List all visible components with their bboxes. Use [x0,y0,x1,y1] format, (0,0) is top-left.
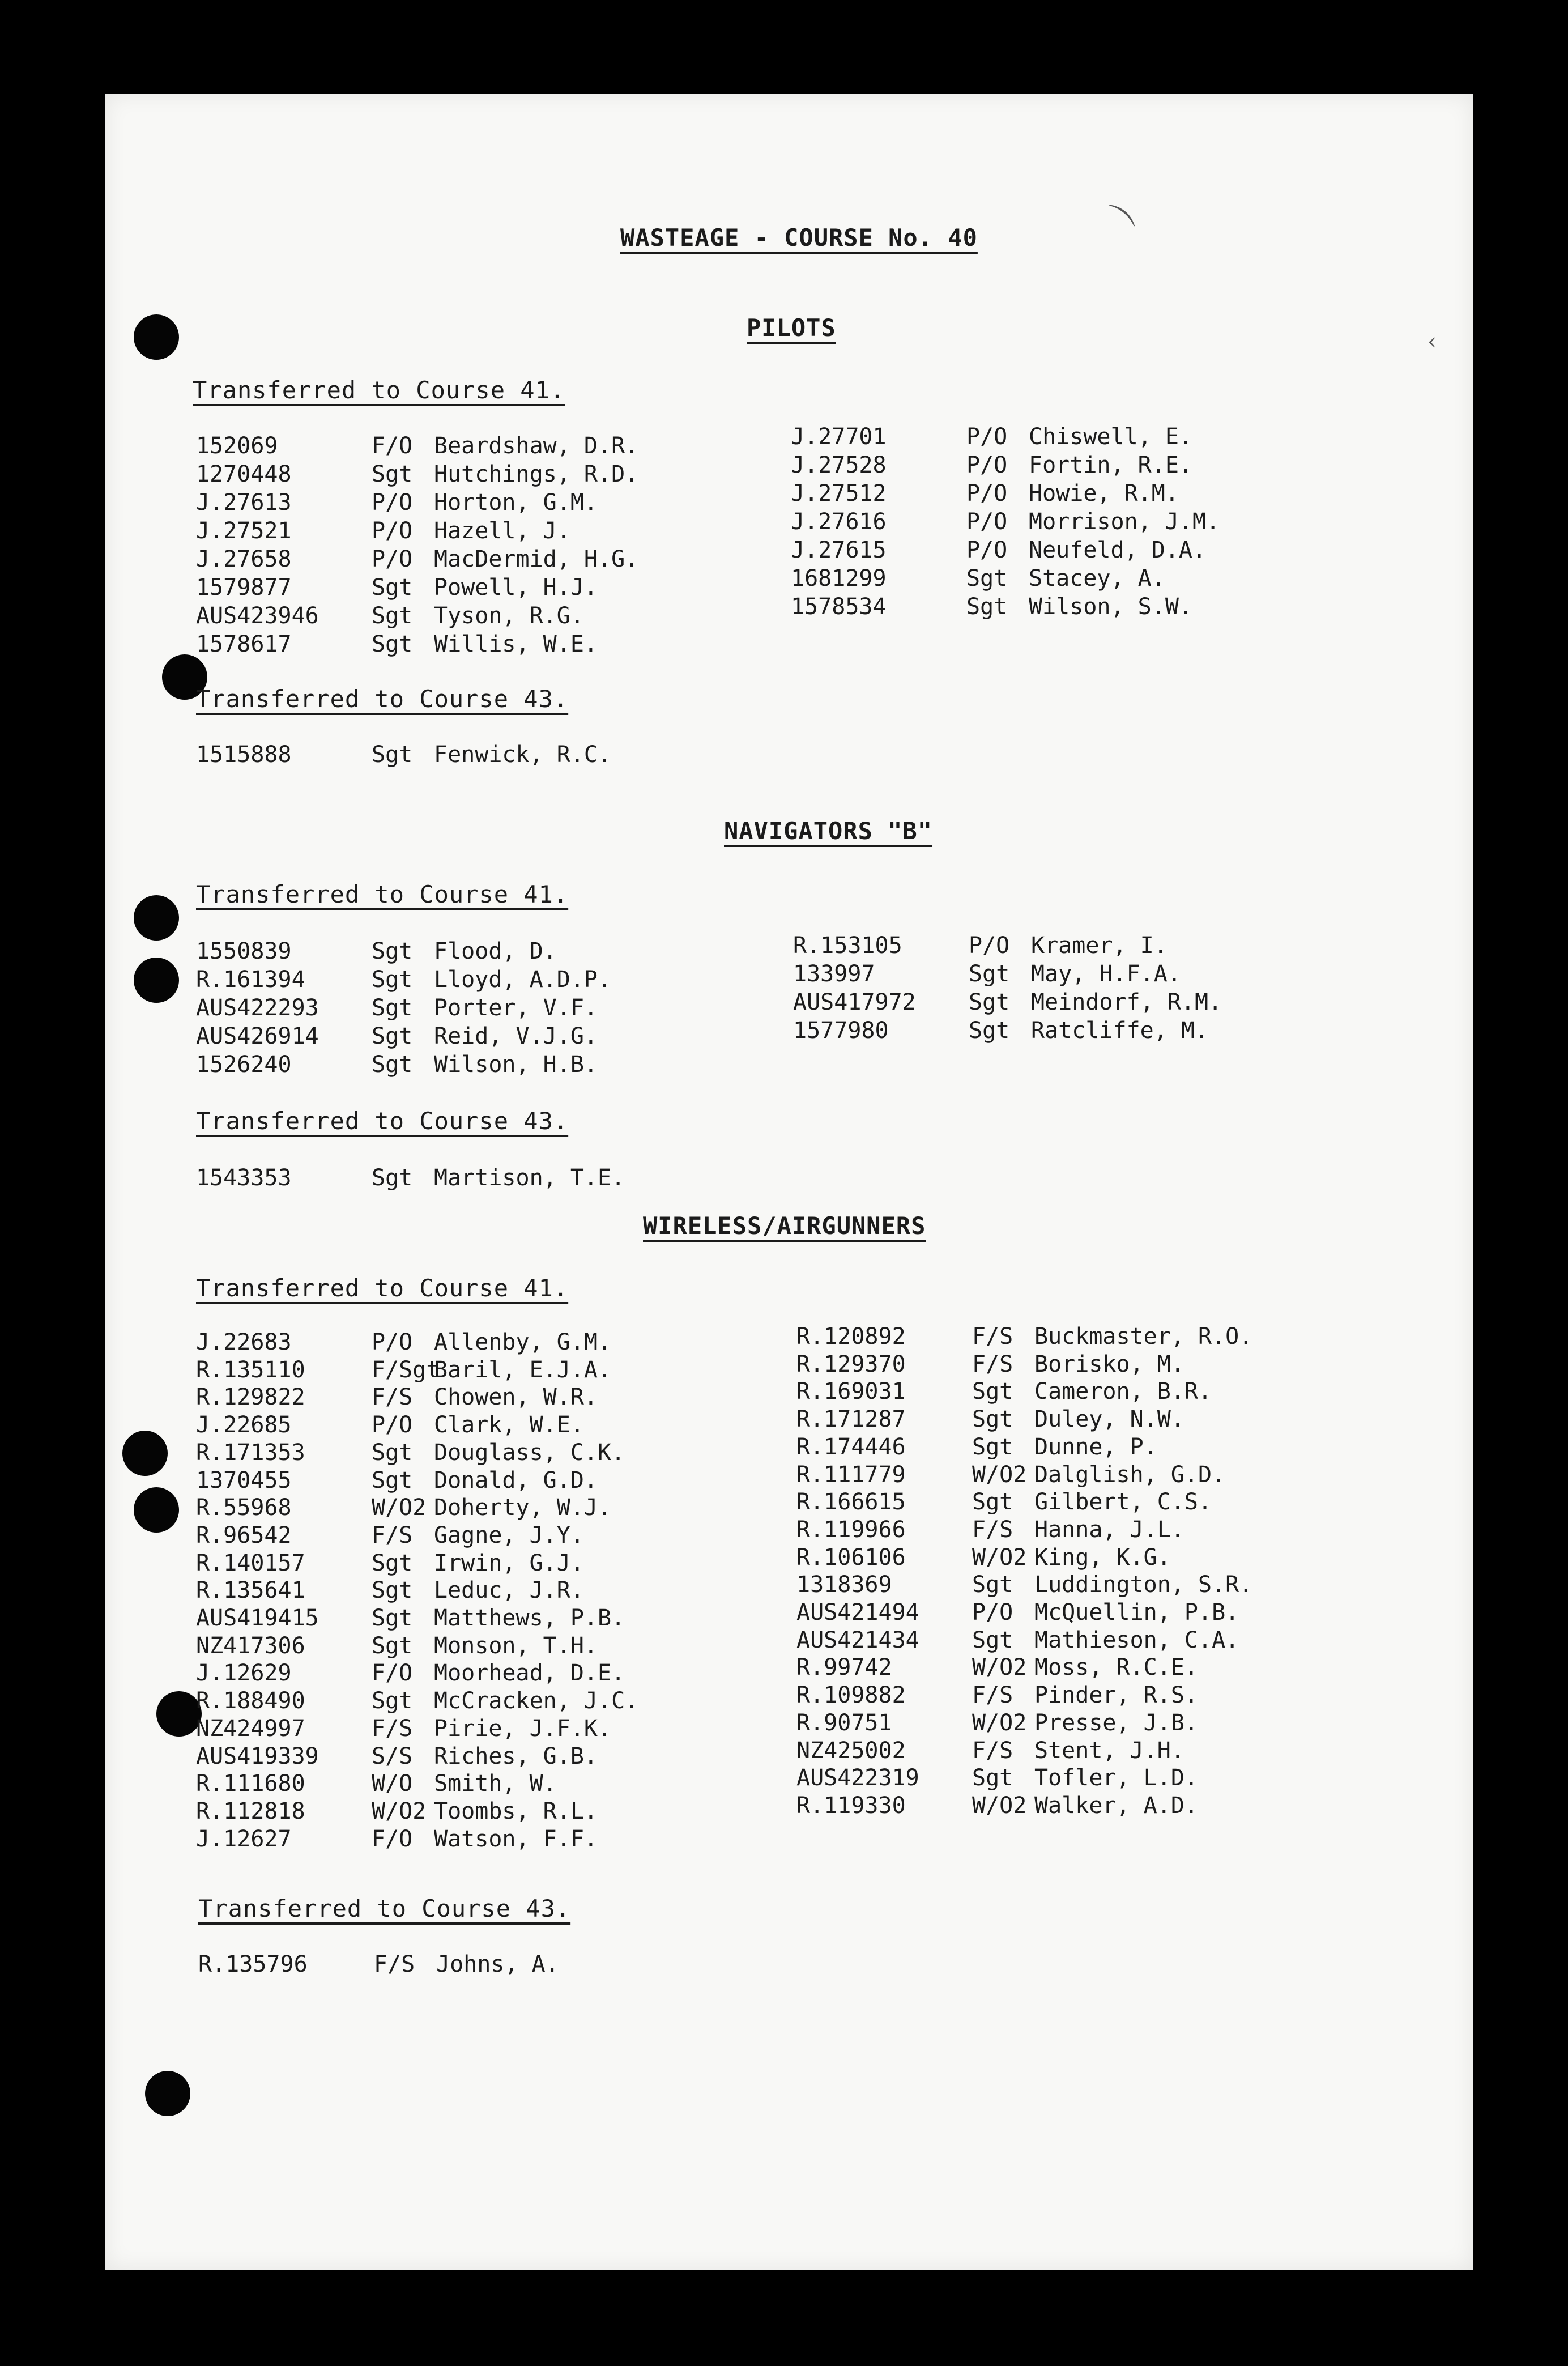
section-heading-pilots: PILOTS [747,314,836,342]
person-name: MacDermid, H.G. [434,546,639,572]
personnel-row [196,489,762,516]
service-number: J.12629 [196,1660,292,1687]
service-number: J.27613 [196,490,292,516]
service-number: AUS422293 [196,995,319,1021]
personnel-row [796,1544,1363,1571]
service-number: 1318369 [796,1572,892,1598]
person-name: Johns, A. [436,1951,559,1977]
service-number: NZ425002 [796,1737,906,1764]
service-number: R.135110 [196,1356,305,1383]
service-number: 1515888 [196,742,292,768]
personnel-row [196,631,762,658]
rank: F/S [372,1384,413,1411]
personnel-row [796,1516,1363,1543]
rank: Sgt [372,938,413,964]
person-name: Chiswell, E. [1029,424,1192,450]
service-number: R.111779 [796,1461,906,1488]
personnel-row [196,1715,762,1742]
person-name: Stacey, A. [1029,565,1165,592]
person-name: Porter, V.F. [434,995,598,1021]
service-number: R.112818 [196,1798,305,1824]
personnel-row [196,1798,762,1825]
personnel-row [196,1743,762,1770]
rank: F/O [372,433,413,459]
rank: Sgt [372,575,413,601]
person-name: Hanna, J.L. [1034,1516,1184,1543]
service-number: J.27521 [196,518,292,544]
personnel-row [793,932,1360,959]
person-name: McCracken, J.C. [434,1688,639,1714]
person-name: Fenwick, R.C. [434,742,612,768]
personnel-row [196,1687,762,1714]
personnel-row [791,593,1357,620]
section-heading-wireless-airgunners: WIRELESS/AIRGUNNERS [643,1212,926,1240]
rank: P/O [966,424,1008,450]
person-name: Hazell, J. [434,518,570,544]
person-name: Watson, F.F. [434,1825,598,1852]
personnel-row [796,1654,1363,1681]
rank: Sgt [969,1018,1010,1044]
rank: P/O [966,537,1008,563]
service-number: R.109882 [796,1682,906,1709]
group-label: Transferred to Course 43. [196,1107,569,1135]
person-name: Borisko, M. [1034,1351,1184,1377]
personnel-row [196,994,762,1022]
service-number: R.169031 [796,1378,906,1405]
punch-hole [134,895,179,941]
rank: W/O2 [972,1709,1027,1736]
rank: P/O [372,518,413,544]
rank: F/O [372,1660,413,1687]
punch-hole [156,1691,202,1737]
person-name: Walker, A.D. [1034,1792,1198,1819]
service-number: R.135641 [196,1577,305,1604]
group-label: Transferred to Course 41. [193,376,565,404]
person-name: Toombs, R.L. [434,1798,598,1824]
service-number: R.153105 [793,933,902,959]
personnel-row [796,1792,1363,1819]
personnel-row [796,1488,1363,1516]
service-number: R.174446 [796,1433,906,1460]
person-name: Doherty, W.J. [434,1495,612,1521]
service-number: 1577980 [793,1018,889,1044]
person-name: Neufeld, D.A. [1029,537,1207,563]
service-number: R.55968 [196,1495,292,1521]
rank: Sgt [372,1023,413,1049]
pen-mark: ‹ [1428,329,1437,355]
service-number: J.27701 [791,424,887,450]
service-number: R.111680 [196,1771,305,1797]
person-name: Irwin, G.J. [434,1550,584,1576]
service-number: J.22683 [196,1329,292,1355]
person-name: Buckmaster, R.O. [1034,1324,1253,1350]
personnel-row [196,1384,762,1411]
personnel-row [791,565,1357,592]
rank: P/O [372,546,413,572]
personnel-row [196,1659,762,1687]
rank: P/O [966,509,1008,535]
personnel-row [793,960,1360,988]
personnel-row [796,1737,1363,1764]
person-name: Hutchings, R.D. [434,461,639,487]
service-number: R.188490 [196,1688,305,1714]
personnel-row [791,537,1357,564]
person-name: Willis, W.E. [434,631,598,657]
punch-hole [134,314,179,360]
punch-hole [134,1487,179,1533]
rank: P/O [969,933,1010,959]
person-name: Beardshaw, D.R. [434,433,639,459]
rank: F/S [972,1516,1013,1543]
personnel-row [796,1764,1363,1791]
person-name: Kramer, I. [1031,933,1168,959]
rank: Sgt [972,1627,1013,1653]
service-number: J.27615 [791,537,887,563]
rank: Sgt [972,1572,1013,1598]
rank: F/S [972,1737,1013,1764]
service-number: AUS417972 [793,989,916,1015]
rank: Sgt [972,1765,1013,1791]
person-name: Powell, H.J. [434,575,598,601]
person-name: Tyson, R.G. [434,603,584,629]
rank: Sgt [969,989,1010,1015]
service-number: R.99742 [796,1654,892,1681]
person-name: Meindorf, R.M. [1031,989,1222,1015]
person-name: Lloyd, A.D.P. [434,967,612,993]
rank: Sgt [966,594,1008,620]
person-name: Cameron, B.R. [1034,1378,1212,1405]
rank: P/O [372,1412,413,1439]
personnel-row [196,1467,762,1494]
personnel-row [796,1323,1363,1350]
service-number: R.166615 [796,1489,906,1516]
service-number: 133997 [793,961,875,987]
person-name: Moss, R.C.E. [1034,1654,1198,1681]
person-name: Duley, N.W. [1034,1406,1184,1433]
group-label: Transferred to Course 43. [198,1895,571,1922]
rank: Sgt [372,1165,413,1191]
service-number: 1526240 [196,1052,292,1078]
service-number: 1543353 [196,1165,292,1191]
personnel-row [196,1632,762,1659]
rank: Sgt [372,631,413,657]
personnel-row [196,938,762,965]
service-number: AUS422319 [796,1765,919,1791]
service-number: AUS421434 [796,1627,919,1653]
service-number: 1578617 [196,631,292,657]
service-number: R.161394 [196,967,305,993]
person-name: Martison, T.E. [434,1165,625,1191]
rank: Sgt [372,1439,413,1466]
personnel-row [796,1433,1363,1461]
service-number: J.27616 [791,509,887,535]
person-name: May, H.F.A. [1031,961,1181,987]
personnel-row [196,432,762,459]
rank: W/O2 [372,1798,427,1824]
punch-hole [122,1431,168,1476]
rank: F/S [972,1324,1013,1350]
rank: Sgt [372,1550,413,1576]
personnel-row [791,508,1357,535]
person-name: Gilbert, C.S. [1034,1489,1212,1516]
person-name: Pirie, J.F.K. [434,1715,612,1742]
service-number: AUS421494 [796,1599,919,1625]
service-number: J.27528 [791,452,887,478]
rank: F/S [372,1522,413,1548]
rank: Sgt [969,961,1010,987]
punch-hole [134,958,179,1003]
rank: F/S [372,1715,413,1742]
person-name: Monson, T.H. [434,1632,598,1659]
personnel-row [196,546,762,573]
personnel-row [196,966,762,993]
service-number: 1579877 [196,575,292,601]
service-number: R.96542 [196,1522,292,1548]
personnel-row [196,602,762,629]
personnel-row [196,1164,762,1191]
person-name: McQuellin, P.B. [1034,1599,1239,1625]
service-number: AUS419415 [196,1605,319,1631]
punch-hole [145,2071,190,2116]
rank: Sgt [372,461,413,487]
rank: P/O [372,490,413,516]
rank: P/O [372,1329,413,1355]
personnel-row [196,1550,762,1577]
service-number: AUS426914 [196,1023,319,1049]
rank: Sgt [372,742,413,768]
group-label: Transferred to Course 41. [196,880,569,908]
service-number: R.135796 [198,1951,308,1977]
rank: W/O2 [972,1654,1027,1681]
rank: P/O [966,480,1008,507]
person-name: Donald, G.D. [434,1467,598,1493]
person-name: King, K.G. [1034,1544,1171,1571]
rank: S/S [372,1743,413,1769]
rank: F/Sgt [372,1356,440,1383]
personnel-row [196,1825,762,1853]
personnel-row [791,452,1357,479]
personnel-row [196,1605,762,1632]
rank: F/S [972,1682,1013,1709]
person-name: Douglass, C.K. [434,1439,625,1466]
personnel-row [196,1770,762,1797]
rank: Sgt [372,603,413,629]
person-name: Pinder, R.S. [1034,1682,1198,1709]
person-name: Wilson, H.B. [434,1052,598,1078]
group-label: Transferred to Course 41. [196,1274,569,1302]
rank: F/O [372,1825,413,1852]
personnel-row [793,989,1360,1016]
service-number: R.140157 [196,1550,305,1576]
personnel-row [196,461,762,488]
personnel-row [793,1017,1360,1044]
person-name: Reid, V.J.G. [434,1023,598,1049]
personnel-row [196,1023,762,1050]
section-heading-navigators: NAVIGATORS "B" [724,817,933,845]
pen-mark: ⌒ [1088,198,1140,251]
service-number: R.171353 [196,1439,305,1466]
rank: Sgt [966,565,1008,592]
person-name: Smith, W. [434,1771,557,1797]
service-number: 1681299 [791,565,887,592]
service-number: J.12627 [196,1825,292,1852]
personnel-row [196,1494,762,1521]
service-number: AUS419339 [196,1743,319,1769]
person-name: Stent, J.H. [1034,1737,1184,1764]
service-number: R.171287 [796,1406,906,1433]
personnel-row [196,1522,762,1549]
rank: P/O [972,1599,1013,1625]
service-number: R.106106 [796,1544,906,1571]
rank: W/O2 [972,1544,1027,1571]
service-number: 152069 [196,433,278,459]
person-name: Tofler, L.D. [1034,1765,1198,1791]
personnel-row [791,423,1357,450]
service-number: 1578534 [791,594,887,620]
person-name: Allenby, G.M. [434,1329,612,1355]
personnel-row [796,1378,1363,1405]
person-name: Morrison, J.M. [1029,509,1220,535]
personnel-row [196,574,762,601]
rank: Sgt [972,1433,1013,1460]
service-number: R.119330 [796,1792,906,1819]
personnel-row [796,1406,1363,1433]
rank: F/S [374,1951,415,1977]
rank: Sgt [372,1577,413,1604]
personnel-row [796,1709,1363,1737]
person-name: Chowen, W.R. [434,1384,598,1411]
rank: Sgt [972,1489,1013,1516]
rank: W/O2 [972,1792,1027,1819]
person-name: Mathieson, C.A. [1034,1627,1239,1653]
personnel-row [796,1351,1363,1378]
service-number: AUS423946 [196,603,319,629]
service-number: 1550839 [196,938,292,964]
rank: F/S [972,1351,1013,1377]
personnel-row [196,1329,762,1356]
rank: Sgt [972,1378,1013,1405]
person-name: Dalglish, G.D. [1034,1461,1226,1488]
person-name: Howie, R.M. [1029,480,1179,507]
person-name: Leduc, J.R. [434,1577,584,1604]
person-name: Fortin, R.E. [1029,452,1192,478]
personnel-row [796,1627,1363,1654]
rank: W/O [372,1771,413,1797]
person-name: Baril, E.J.A. [434,1356,612,1383]
service-number: NZ424997 [196,1715,305,1742]
rank: W/O2 [372,1495,427,1521]
person-name: Luddington, S.R. [1034,1572,1253,1598]
service-number: 1370455 [196,1467,292,1493]
rank: W/O2 [972,1461,1027,1488]
rank: Sgt [372,1688,413,1714]
rank: Sgt [372,1052,413,1078]
personnel-row [796,1682,1363,1709]
rank: Sgt [372,1467,413,1493]
service-number: J.27512 [791,480,887,507]
personnel-row [196,1439,762,1466]
personnel-row [196,741,762,768]
person-name: Presse, J.B. [1034,1709,1198,1736]
rank: Sgt [372,995,413,1021]
personnel-row [196,1577,762,1604]
personnel-row [196,1411,762,1439]
service-number: J.27658 [196,546,292,572]
service-number: R.129370 [796,1351,906,1377]
person-name: Riches, G.B. [434,1743,598,1769]
person-name: Flood, D. [434,938,557,964]
rank: P/O [966,452,1008,478]
rank: Sgt [372,1605,413,1631]
person-name: Clark, W.E. [434,1412,584,1439]
person-name: Horton, G.M. [434,490,598,516]
personnel-row [791,480,1357,507]
service-number: R.90751 [796,1709,892,1736]
service-number: R.120892 [796,1324,906,1350]
personnel-row [796,1571,1363,1598]
person-name: Wilson, S.W. [1029,594,1192,620]
rank: Sgt [972,1406,1013,1433]
personnel-row [196,517,762,544]
person-name: Moorhead, D.E. [434,1660,625,1687]
service-number: R.129822 [196,1384,305,1411]
rank: Sgt [372,967,413,993]
personnel-row [796,1461,1363,1488]
person-name: Ratcliffe, M. [1031,1018,1209,1044]
service-number: R.119966 [796,1516,906,1543]
rank: Sgt [372,1632,413,1659]
service-number: J.22685 [196,1412,292,1439]
document-title: WASTEAGE - COURSE No. 40 [620,224,978,252]
person-name: Dunne, P. [1034,1433,1157,1460]
person-name: Matthews, P.B. [434,1605,625,1631]
person-name: Gagne, J.Y. [434,1522,584,1548]
service-number: 1270448 [196,461,292,487]
service-number: NZ417306 [196,1632,305,1659]
personnel-row [198,1951,765,1978]
group-label: Transferred to Course 43. [196,685,569,713]
personnel-row [196,1051,762,1078]
personnel-row [196,1356,762,1384]
personnel-row [796,1599,1363,1626]
